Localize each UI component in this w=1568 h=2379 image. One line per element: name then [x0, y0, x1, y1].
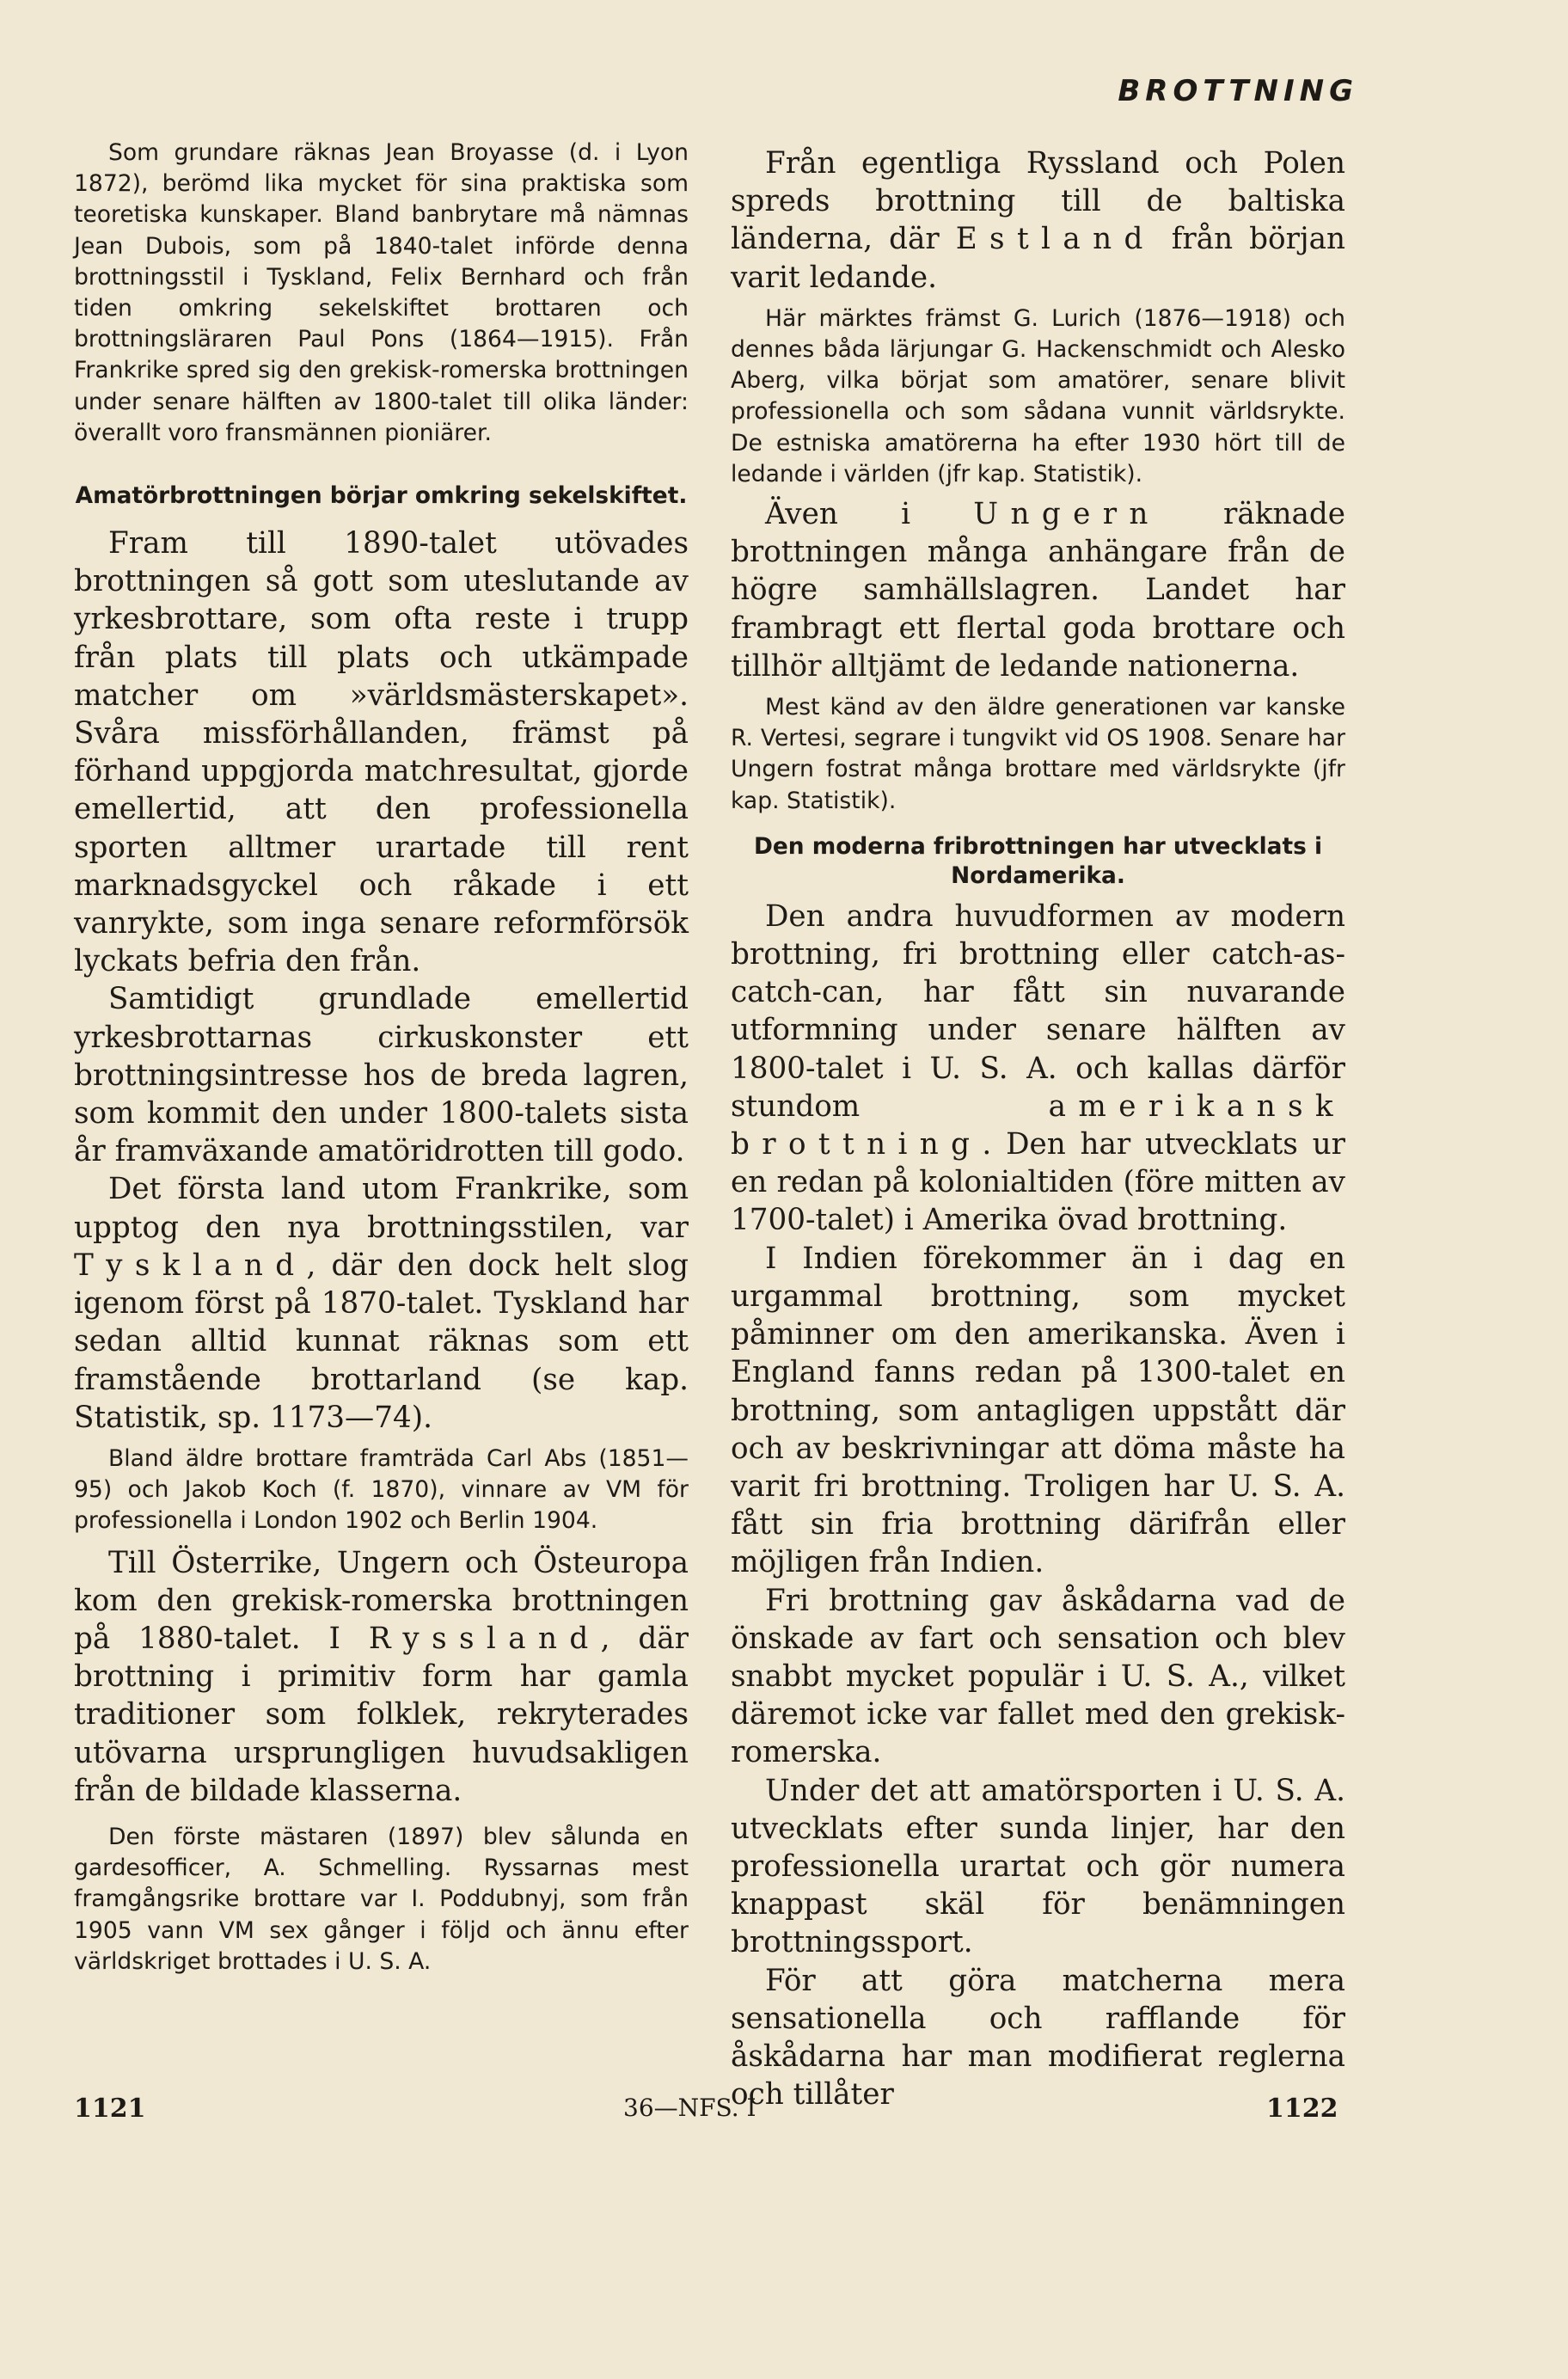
printer-signature: 36—NFS. I	[623, 2094, 756, 2122]
paragraph-small-intro: Som grundare räknas Jean Broyasse (d. i Lyon 1872), berömd lika mycket för sina praktiska som teoretiska kunskaper. Bland banbrytare må nämnas Jean Dubois, som på 1840-talet införde denna brottningsstil i Tyskland, Felix Bernhard och från tiden omkring sekelskiftet brottaren och brottningsläraren Paul Pons (1864—1915). Från Frankrike spred sig den grekisk-romerska brottningen under senare hälften av 1800-talet till olika länder: överallt voro fransmännen pioniärer.	[74, 139, 689, 446]
term-american-wrestling: amerikansk brottning	[731, 1088, 1345, 1162]
text-segment: , där den dock helt slog igenom först på 1870-talet. Tyskland har sedan alltid kunnat räknas som ett framstående brottarland (se kap. Statistik, sp. 1173—74).	[74, 1248, 689, 1435]
section-heading-amateur: Amatörbrottningen börjar omkring sekelskiftet.	[75, 482, 688, 510]
paragraph-baltic	[731, 144, 1345, 297]
page-number-left: 1121	[74, 2094, 146, 2124]
paragraph-professional-decline: Under det att amatörsporten i U. S. A. utvecklats efter sunda linjer, har den professionella urartat och gör numera knappast skäl för benämningen brottningssport.	[731, 1773, 1345, 1960]
paragraph-small-russian-champions: Den förste mästaren (1897) blev sålunda en gardesofficer, A. Schmelling. Ryssarnas mest framgångsrike brottare var I. Poddubnyj, som från 1905 vann VM sex gånger i följd och ännu efter världskriget brottades i U. S. A.	[74, 1823, 689, 1975]
paragraph-small-estonian-wrestlers: Här märktes främst G. Lurich (1876—1918) och dennes båda lärjungar G. Hackenschmidt och Alesko Aberg, vilka börjat som amatörer, senare blivit professionella och som sådana vunnit världsrykte. De estniska amatörerna ha efter 1930 hört till de ledande i världen (jfr kap. Statistik).	[731, 304, 1345, 487]
paragraph-small-german-wrestlers: Bland äldre brottare framträda Carl Abs (1851—95) och Jakob Koch (f. 1870), vinnare av VM för professionella i London 1902 och Berlin 1904.	[74, 1444, 689, 1535]
country-name-hungary: Ungern	[973, 497, 1161, 532]
country-name-russia: Ryssland	[368, 1621, 601, 1656]
text-segment: Från egentliga Ryssland och Polen spreds brottning till de baltiska länderna, där	[731, 146, 1345, 257]
paragraph-small-hungarian-wrestlers: Mest känd av den äldre generationen var kanske R. Vertesi, segrare i tungvikt vid OS 1908. Senare har Ungern fostrat många brottare med världsrykte (jfr kap. Statistik).	[731, 694, 1345, 814]
left-column	[74, 138, 689, 1977]
paragraph-germany	[74, 1170, 689, 1436]
paragraph-eastern-europe	[74, 1544, 689, 1810]
paragraph-professional-era: Fram till 1890-talet utövades brottningen så gott som uteslutande av yrkesbrottare, som ofta reste i trupp från plats till plats och utkämpade matcher om »världsmästerskapet». Svåra missförhållanden, främst på förhand uppgjorda matchresultat, gjorde emellertid, att den professionella sporten alltmer urartade till rent marknadsgyckel och råkade i ett vanrykte, som inga senare reformförsök lyckats befria den från.	[74, 526, 689, 979]
paragraph-hungary	[731, 495, 1345, 685]
text-segment: , där brottning i primitiv form har gamla traditioner som folklek, rekryterades utövarna ursprungligen huvudsakligen från de bildade klasserna.	[74, 1621, 689, 1808]
running-header: BROTTNING	[1118, 74, 1358, 108]
text-segment: Det första land utom Frankrike, som upptog den nya brottningsstilen, var	[74, 1172, 689, 1245]
section-heading-freestyle: Den moderna fribrottningen har utvecklats i Nordamerika.	[753, 832, 1323, 889]
country-name-estonia: Estland	[955, 222, 1155, 257]
page-number-right: 1122	[1266, 2094, 1338, 2124]
text-segment: räknade brottningen många anhängare från de högre samhällslagren. Landet har frambragt ett flertal goda brottare och tillhör alltjämt de ledande nationerna.	[731, 497, 1345, 684]
paragraph-freestyle-origin	[731, 898, 1345, 1240]
text-segment: Till Österrike, Ungern och Östeuropa kom den grekisk-romerska brottningen på 1880-talet. I	[74, 1545, 689, 1656]
paragraph-circus-interest: Samtidigt grundlade emellertid yrkesbrottarnas cirkuskonster ett brottningsintresse hos de breda lagren, som kommit den under 1800-talets sista år framväxande amatöridrotten till godo.	[74, 982, 689, 1169]
paragraph-india-england: I Indien förekommer än i dag en urgammal brottning, som mycket påminner om den amerikanska. Även i England fanns redan på 1300-talet en brottning, som antagligen uppstått där och av beskrivningar att döma måste ha varit fri brottning. Troligen har U. S. A. fått sin fria brottning därifrån eller möjligen från Indien.	[731, 1241, 1345, 1580]
paragraph-modified-rules: För att göra matcherna mera sensationella och rafflande för åskådarna har man modifierat reglerna och tillåter	[731, 1963, 1345, 2112]
country-name-germany: Tyskland	[74, 1248, 307, 1283]
text-segment: Även i	[765, 497, 974, 532]
paragraph-popularity: Fri brottning gav åskådarna vad de önskade av fart och sensation och blev snabbt mycket populär i U. S. A., vilket däremot icke var fallet med den grekisk-romerska.	[731, 1583, 1345, 1770]
text-segment: . Den har utvecklats ur en redan på kolonialtiden (före mitten av 1700-talet) i Amerika övad brottning.	[731, 1127, 1345, 1238]
text-segment: från början varit ledande.	[731, 222, 1345, 295]
right-column	[731, 144, 1345, 2113]
text-segment: Den andra huvudformen av modern brottning, fri brottning eller catch-as-catch-can, har fått sin nuvarande utformning under senare hälften av 1800-talet i U. S. A. och kallas därför stundom	[731, 898, 1345, 1124]
